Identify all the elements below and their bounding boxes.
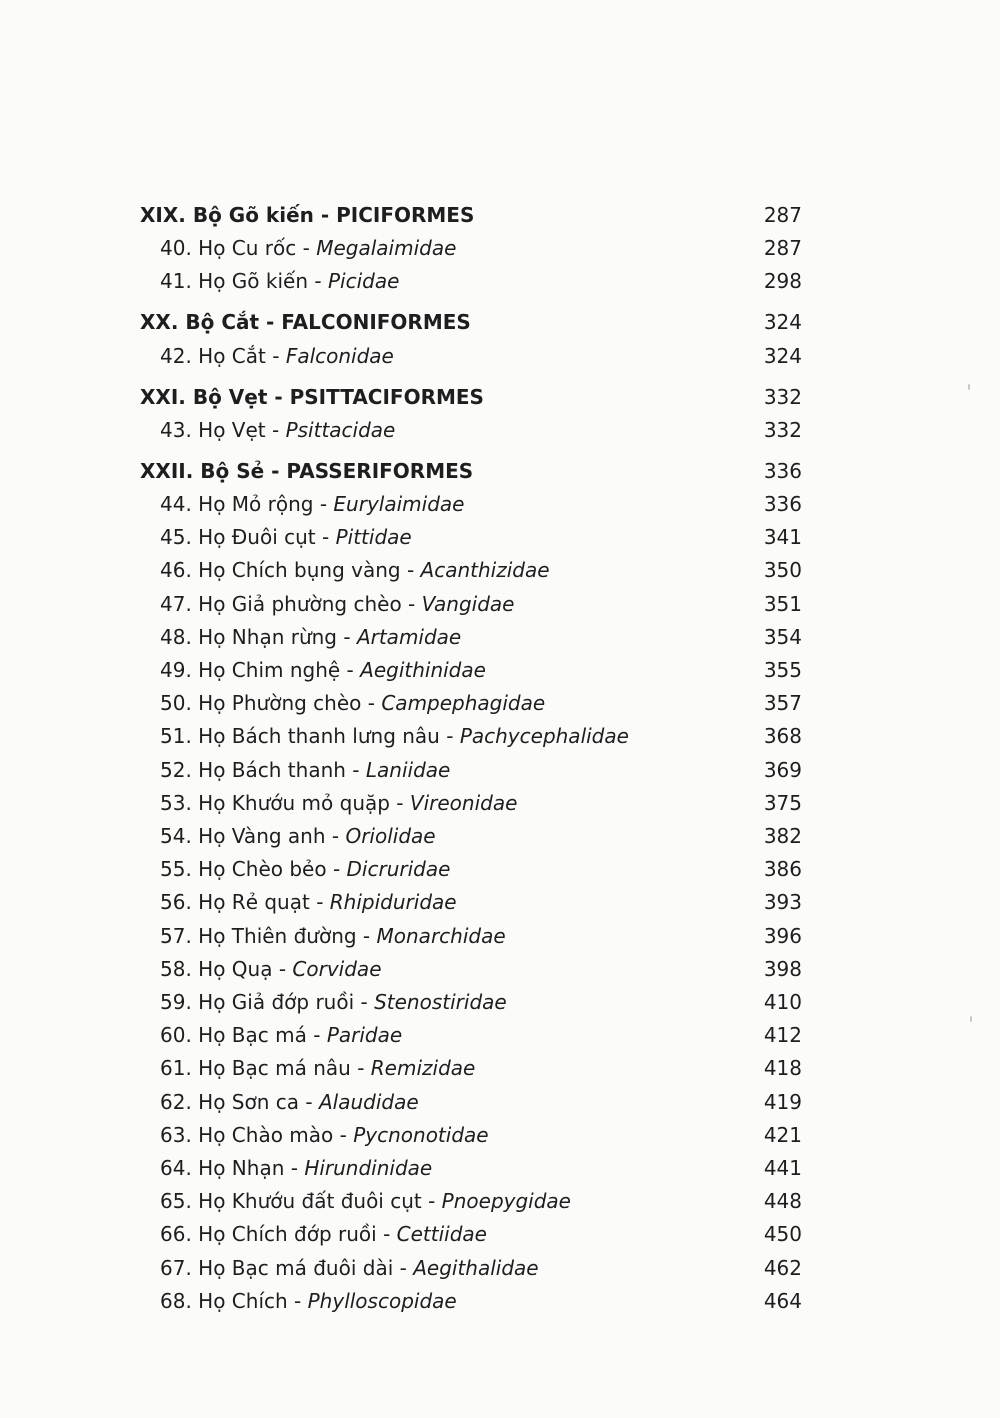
toc-entry-label: 59. Họ Giả đớp ruồi - Stenostiridae [160,990,507,1014]
toc-entry-label: 62. Họ Sơn ca - Alaudidae [160,1090,419,1114]
toc-entry-vietnamese-name: Họ Chim nghệ [198,658,341,682]
toc-entry-label: 54. Họ Vàng anh - Oriolidae [160,824,436,848]
toc-entry-number: 52. [160,758,192,782]
toc-page-number: 287 [763,236,802,260]
toc-entry-label: 55. Họ Chèo bẻo - Dicruridae [160,857,451,881]
toc-entry-row[interactable] [0,986,1000,1019]
toc-entry-label: 48. Họ Nhạn rừng - Artamidae [160,625,462,649]
toc-entry-scientific-name: Vireonidae [409,791,518,815]
toc-entry-vietnamese-name: Họ Chích bụng vàng [198,558,401,582]
toc-entry-vietnamese-name: Họ Vàng anh [198,824,326,848]
toc-entry-number: 40. [160,236,192,260]
toc-entry-scientific-name: Picidae [327,269,400,293]
toc-entry-scientific-name: Artamidae [356,625,462,649]
toc-entry-scientific-name: Campephagidae [381,691,546,715]
toc-page-number: 464 [763,1289,802,1313]
toc-entry-scientific-name: Pachycephalidae [459,724,629,748]
toc-entry-vietnamese-name: Họ Thiên đường [198,924,357,948]
toc-entry-row[interactable] [0,340,1000,373]
toc-entry-number: 63. [160,1123,192,1147]
toc-entry-label: 56. Họ Rẻ quạt - Rhipiduridae [160,890,457,914]
toc-section-title: XIX. Bộ Gõ kiến - PICIFORMES [140,203,475,227]
toc-entry-label: 43. Họ Vẹt - Psittacidae [160,418,396,442]
toc-entry-row[interactable] [0,886,1000,919]
toc-entry-number: 51. [160,724,192,748]
toc-entry-number: 57. [160,924,192,948]
toc-page-number: 421 [763,1123,802,1147]
toc-entry-vietnamese-name: Họ Bạc má đuôi dài [198,1256,394,1280]
toc-entry-number: 48. [160,625,192,649]
toc-page-number: 354 [763,625,802,649]
toc-entry-row[interactable] [0,588,1000,621]
toc-page-number: 382 [763,824,802,848]
toc-entry-row[interactable] [0,554,1000,587]
toc-entry-scientific-name: Alaudidae [318,1090,419,1114]
toc-entry-number: 68. [160,1289,192,1313]
toc-page-number: 368 [763,724,802,748]
toc-entry-label: 44. Họ Mỏ rộng - Eurylaimidae [160,492,465,516]
toc-entry-row[interactable] [0,1185,1000,1218]
toc-page-number: 375 [763,791,802,815]
toc-entry-number: 41. [160,269,192,293]
toc-entry-scientific-name: Pittidae [335,525,412,549]
toc-entry-row[interactable] [0,1218,1000,1251]
toc-entry-vietnamese-name: Họ Mỏ rộng [198,492,314,516]
toc-page-number: 341 [763,525,802,549]
toc-section-title: XXI. Bộ Vẹt - PSITTACIFORMES [140,385,484,409]
toc-entry-row[interactable] [0,1252,1000,1285]
toc-entry-label: 65. Họ Khướu đất đuôi cụt - Pnoepygidae [160,1189,571,1213]
toc-entry-number: 59. [160,990,192,1014]
toc-entry-scientific-name: Paridae [326,1023,403,1047]
toc-page-number: 336 [763,492,802,516]
toc-entry-vietnamese-name: Họ Gõ kiến [198,269,309,293]
toc-page-number: 462 [763,1256,802,1280]
toc-entry-label: 60. Họ Bạc má - Paridae [160,1023,403,1047]
toc-entry-scientific-name: Corvidae [292,957,382,981]
toc-entry-scientific-name: Stenostiridae [374,990,507,1014]
toc-entry-vietnamese-name: Họ Cắt [198,344,266,368]
toc-page-number: 336 [763,459,802,483]
scan-mark [968,384,970,390]
toc-page-number: 396 [763,924,802,948]
toc-page-number: 355 [763,658,802,682]
toc-entry-label: 45. Họ Đuôi cụt - Pittidae [160,525,412,549]
toc-entry-number: 47. [160,592,192,616]
toc-entry-vietnamese-name: Họ Quạ [198,957,273,981]
toc-entry-scientific-name: Hirundinidae [304,1156,433,1180]
toc-entry-scientific-name: Aegithalidae [413,1256,539,1280]
toc-page-number: 386 [763,857,802,881]
toc-section-row[interactable] [0,455,1000,488]
toc-entry-scientific-name: Falconidae [285,344,394,368]
toc-page-number: 332 [763,385,802,409]
toc-entry-vietnamese-name: Họ Khướu mỏ quặp [198,791,390,815]
toc-entry-number: 66. [160,1222,192,1246]
toc-page-number: 412 [763,1023,802,1047]
toc-entry-label: 61. Họ Bạc má nâu - Remizidae [160,1056,476,1080]
toc-entry-vietnamese-name: Họ Giả đớp ruồi [198,990,355,1014]
toc-entry-number: 56. [160,890,192,914]
toc-entry-label: 50. Họ Phường chèo - Campephagidae [160,691,546,715]
toc-entry-number: 55. [160,857,192,881]
toc-entry-row[interactable] [0,521,1000,554]
toc-entry-number: 62. [160,1090,192,1114]
toc-entry-number: 65. [160,1189,192,1213]
toc-entry-scientific-name: Phylloscopidae [307,1289,457,1313]
toc-entry-scientific-name: Aegithinidae [360,658,486,682]
toc-entry-label: 46. Họ Chích bụng vàng - Acanthizidae [160,558,550,582]
toc-entry-row[interactable] [0,654,1000,687]
toc-entry-vietnamese-name: Họ Phường chèo [198,691,362,715]
toc-entry-vietnamese-name: Họ Cu rốc [198,236,297,260]
toc-entry-scientific-name: Psittacidae [285,418,396,442]
toc-page-number: 351 [763,592,802,616]
toc-entry-row[interactable] [0,1086,1000,1119]
toc-entry-scientific-name: Monarchidae [376,924,506,948]
toc-entry-label: 63. Họ Chào mào - Pycnonotidae [160,1123,489,1147]
toc-entry-number: 54. [160,824,192,848]
scan-mark [970,1016,972,1022]
toc-entry-vietnamese-name: Họ Rẻ quạt [198,890,310,914]
toc-entry-row[interactable] [0,687,1000,720]
toc-entry-label: 53. Họ Khướu mỏ quặp - Vireonidae [160,791,518,815]
toc-entry-vietnamese-name: Họ Chào mào [198,1123,334,1147]
toc-entry-number: 50. [160,691,192,715]
toc-entry-label: 64. Họ Nhạn - Hirundinidae [160,1156,433,1180]
toc-entry-vietnamese-name: Họ Nhạn [198,1156,285,1180]
toc-entry-row[interactable] [0,414,1000,447]
toc-entry-vietnamese-name: Họ Nhạn rừng [198,625,337,649]
toc-entry-number: 67. [160,1256,192,1280]
toc-page-number: 393 [763,890,802,914]
toc-entry-row[interactable] [0,488,1000,521]
toc-entry-number: 42. [160,344,192,368]
toc-entry-scientific-name: Megalaimidae [316,236,457,260]
toc-entry-number: 44. [160,492,192,516]
toc-entry-number: 46. [160,558,192,582]
toc-entry-scientific-name: Acanthizidae [420,558,550,582]
toc-entry-scientific-name: Eurylaimidae [333,492,465,516]
toc-entry-label: 40. Họ Cu rốc - Megalaimidae [160,236,457,260]
toc-section-title: XXII. Bộ Sẻ - PASSERIFORMES [140,459,474,483]
toc-entry-number: 49. [160,658,192,682]
toc-page-number: 324 [763,344,802,368]
toc-entry-label: 58. Họ Quạ - Corvidae [160,957,382,981]
toc-entry-label: 66. Họ Chích đớp ruồi - Cettiidae [160,1222,487,1246]
toc-entry-row[interactable] [0,265,1000,298]
toc-entry-number: 60. [160,1023,192,1047]
toc-entry-row[interactable] [0,754,1000,787]
toc-page-number: 418 [763,1056,802,1080]
toc-entry-label: 42. Họ Cắt - Falconidae [160,344,394,368]
toc-entry-row[interactable] [0,621,1000,654]
toc-entry-label: 67. Họ Bạc má đuôi dài - Aegithalidae [160,1256,539,1280]
toc-entry-label: 41. Họ Gõ kiến - Picidae [160,269,400,293]
toc-entry-vietnamese-name: Họ Chèo bẻo [198,857,327,881]
toc-page-number: 287 [763,203,802,227]
toc-page-number: 369 [763,758,802,782]
toc-entry-scientific-name: Pycnonotidae [353,1123,489,1147]
toc-page-number: 450 [763,1222,802,1246]
toc-section-row[interactable] [0,306,1000,339]
toc-page-number: 419 [763,1090,802,1114]
toc-entry-vietnamese-name: Họ Sơn ca [198,1090,300,1114]
toc-entry-number: 43. [160,418,192,442]
toc-entry-label: 57. Họ Thiên đường - Monarchidae [160,924,506,948]
toc-entry-scientific-name: Vangidae [421,592,515,616]
toc-entry-label: 49. Họ Chim nghệ - Aegithinidae [160,658,486,682]
toc-section-row[interactable] [0,381,1000,414]
toc-entry-row[interactable] [0,920,1000,953]
toc-entry-row[interactable] [0,1285,1000,1318]
toc-entry-scientific-name: Cettiidae [396,1222,487,1246]
toc-page-number: 448 [763,1189,802,1213]
toc-entry-scientific-name: Laniidae [365,758,451,782]
toc-entry-row[interactable] [0,232,1000,265]
toc-entry-vietnamese-name: Họ Giả phường chèo [198,592,402,616]
toc-entry-scientific-name: Dicruridae [346,857,451,881]
toc-entry-row[interactable] [0,1152,1000,1185]
toc-section-title: XX. Bộ Cắt - FALCONIFORMES [140,310,471,334]
toc-page-number: 441 [763,1156,802,1180]
toc-entry-vietnamese-name: Họ Bạc má nâu [198,1056,351,1080]
toc-page-number: 357 [763,691,802,715]
toc-entry-scientific-name: Remizidae [370,1056,476,1080]
toc-entry-label: 47. Họ Giả phường chèo - Vangidae [160,592,515,616]
toc-entry-number: 45. [160,525,192,549]
toc-entry-vietnamese-name: Họ Bách thanh [198,758,346,782]
toc-entry-number: 53. [160,791,192,815]
toc-entry-label: 52. Họ Bách thanh - Laniidae [160,758,451,782]
toc-page-number: 410 [763,990,802,1014]
toc-entry-vietnamese-name: Họ Chích đớp ruồi [198,1222,377,1246]
toc-entry-vietnamese-name: Họ Đuôi cụt [198,525,316,549]
toc-entry-row[interactable] [0,720,1000,753]
toc-entry-row[interactable] [0,853,1000,886]
toc-entry-vietnamese-name: Họ Bạc má [198,1023,307,1047]
toc-entry-label: 68. Họ Chích - Phylloscopidae [160,1289,457,1313]
toc-entry-scientific-name: Rhipiduridae [329,890,457,914]
toc-entry-row[interactable] [0,953,1000,986]
toc-entry-row[interactable] [0,787,1000,820]
toc-page-number: 350 [763,558,802,582]
toc-page-number: 298 [763,269,802,293]
toc-entry-scientific-name: Oriolidae [345,824,436,848]
toc-entry-row[interactable] [0,820,1000,853]
toc-entry-row[interactable] [0,1019,1000,1052]
toc-entry-number: 64. [160,1156,192,1180]
toc-page-number: 332 [763,418,802,442]
toc-entry-vietnamese-name: Họ Chích [198,1289,288,1313]
toc-entry-row[interactable] [0,1119,1000,1152]
toc-entry-vietnamese-name: Họ Bách thanh lưng nâu [198,724,440,748]
toc-entry-scientific-name: Pnoepygidae [441,1189,571,1213]
toc-entry-vietnamese-name: Họ Khướu đất đuôi cụt [198,1189,422,1213]
toc-page-number: 324 [763,310,802,334]
toc-entry-label: 51. Họ Bách thanh lưng nâu - Pachycephalidae [160,724,629,748]
toc-entry-number: 61. [160,1056,192,1080]
toc-entry-row[interactable] [0,1052,1000,1085]
toc-entry-number: 58. [160,957,192,981]
toc-entry-vietnamese-name: Họ Vẹt [198,418,266,442]
toc-page-number: 398 [763,957,802,981]
toc-section-row[interactable] [0,199,1000,232]
